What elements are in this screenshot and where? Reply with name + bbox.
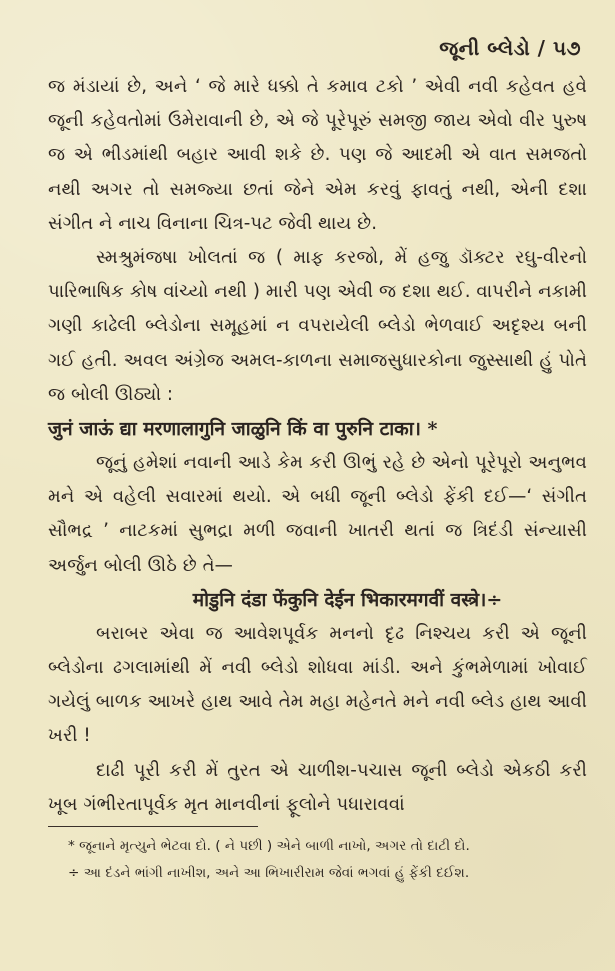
paragraph-4: બરાબર એવા જ આવેશપૂર્વક મનનો દૃઢ નિશ્ચય કરી એ જૂની બ્લેડોના ઢગલામાંથી મેં નવી બ્લેડો શોધવા માંડી. અને કુંભમેળામાં ખોવાઈ ગયેલું બાળક આખરે હાથ આવે તેમ મહા મહેનતે મને નવી બ્લેડ હાથ આવી ખરી ! xyxy=(48,622,587,747)
paragraph-5: દાઢી પૂરી કરી મેં તુરત એ ચાળીશ-પચાસ જૂની બ્લેડો એકઠી કરી ખૂબ ગંભીરતાપૂર્વક મૃત માનવીનાં ફૂલોને પધારાવવાં xyxy=(48,759,587,815)
marathi-quote-1: जुनं जाऊं द्या मरणालागुनि जाळुनि किं वा पुरुनि टाका। * xyxy=(48,418,438,441)
running-header: જૂની બ્લેડો / ૫૭ xyxy=(439,36,581,60)
footnote-2: ÷ આ દંડને ભાંગી નાખીશ, અને આ ભિખારીરામ જેવાં ભગવાં હું ફેંકી દઈશ. xyxy=(68,865,470,882)
paragraph-1: જ મંડાયાં છે, અને ‘ જે મારે ધક્કો તે કમાવ ટકો ’ એવી નવી કહેવત હવે જૂની કહેવતોમાં ઉમેરાવાની છે, એ જે પૂરેપૂરું સમજી જાય એવો વીર પુરુષ જ એ ભીડમાંથી બહાર આવી શકે છે. પણ જે આદમી એ વાત સમજતો નથી અગર તો સમજ્યા છતાં જેને એમ કરવું ફાવતું નથી, એની દશા સંગીત ને નાચ વિનાના ચિત્ર-પટ જેવી થાય છે. xyxy=(48,76,587,234)
footnote-divider xyxy=(48,826,258,827)
marathi-quote-2: मोडुनि दंडा फेंकुनि देईन भिकारमगवीं वस्त्रे।÷ xyxy=(192,588,503,611)
paragraph-2: સ્મશ્રુમંજષા ખોલતાં જ ( માફ કરજો, મેં હજુ ડૉક્ટર રઘુ-વીરનો પારિભાષિક કોષ વાંચ્યો નથી ) મારી પણ એવી જ દશા થઈ. વાપરીને નકામી ગણી કાઢેલી બ્લેડોના સમૂહમાં ન વપરાયેલી બ્લેડો ભેળવાઈ અદૃશ્ય બની ગઈ હતી. અવલ અંગ્રેજ અમલ-કાળના સમાજસુધારકોના જુસ્સાથી હું પોતે જ બોલી ઊઠ્યો : xyxy=(48,247,587,405)
footnote-1: * જૂનાને મૃત્યુને ભેટવા દો. ( ને પછી ) એને બાળી નાખો, અગર તો દાટી દો. xyxy=(68,838,470,855)
paragraph-3: જૂનું હમેશાં નવાની આડે કેમ કરી ઊભું રહે છે એનો પૂરેપૂરો અનુભવ મને એ વહેલી સવારમાં થયો. એ બધી જૂની બ્લેડો ફેંકી દઈ—‘ સંગીત સૌભદ્ર ’ નાટકમાં સુભદ્રા મળી જવાની ખાતરી થતાં જ ત્રિદંડી સંન્યાસી અર્જુન બોલી ઊઠે છે તે— xyxy=(48,452,587,576)
